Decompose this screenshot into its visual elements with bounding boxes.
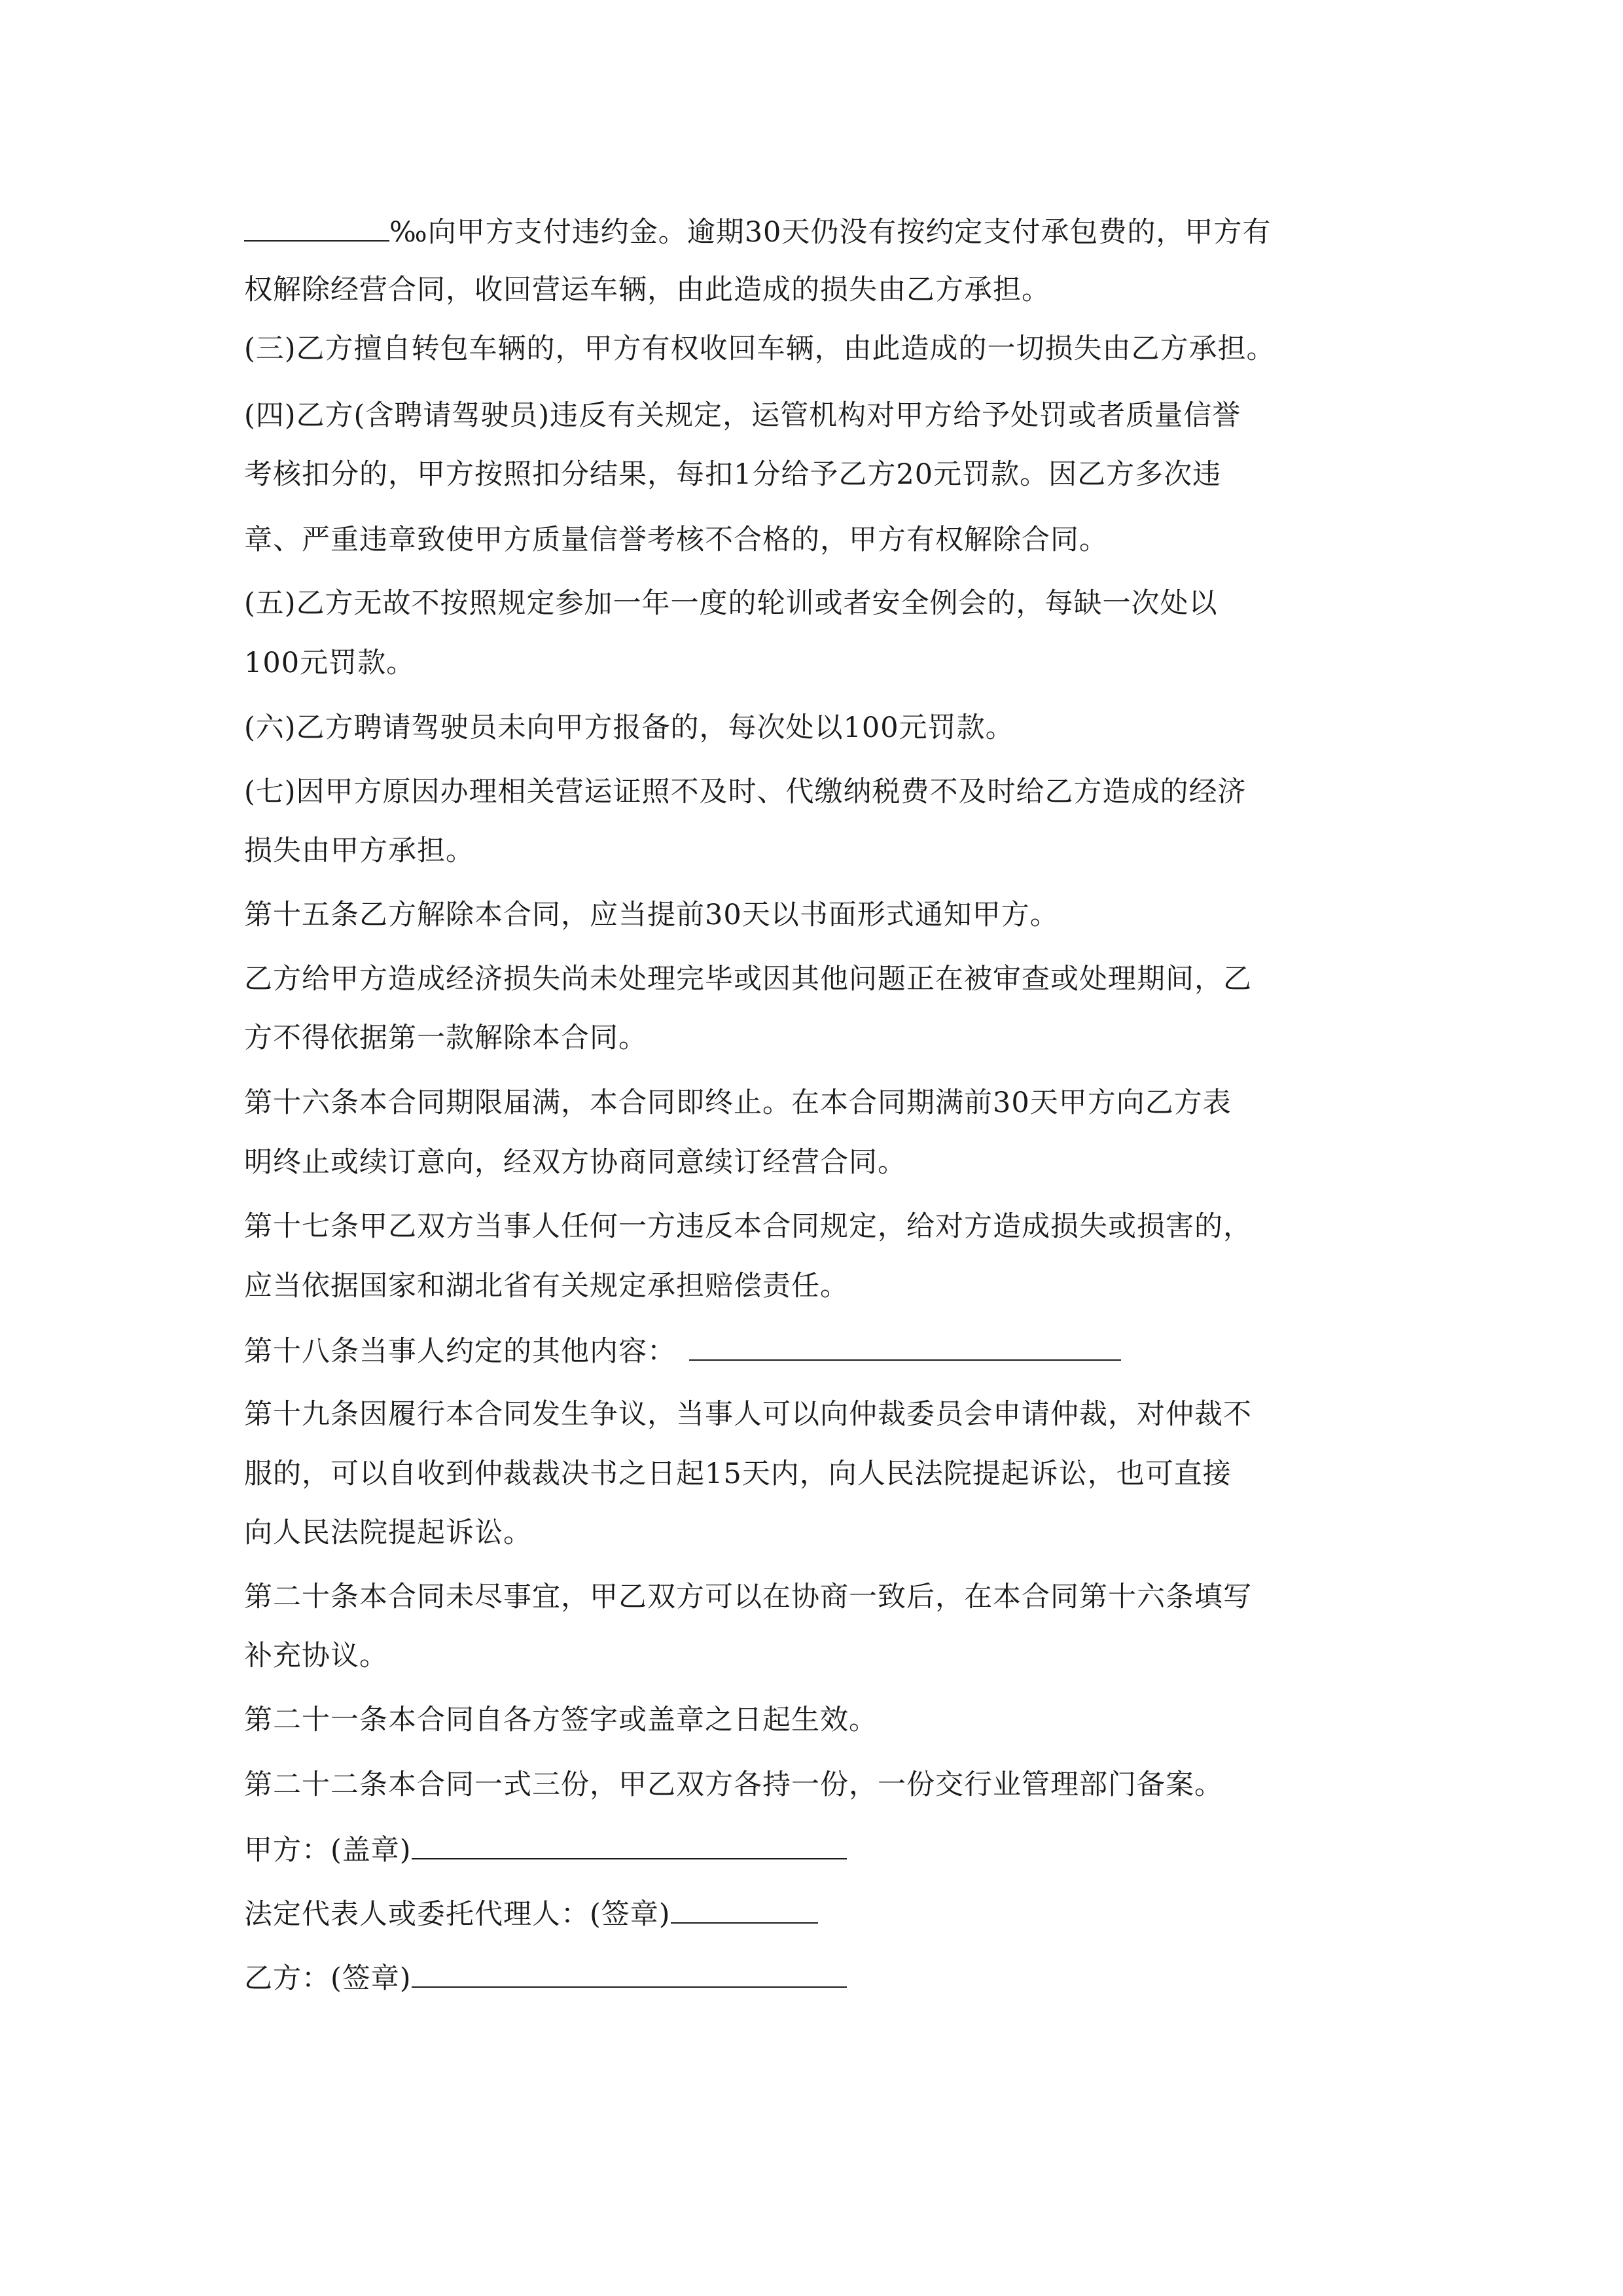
text-line (244, 1893, 818, 1933)
signature-blank (412, 1829, 847, 1859)
line-text: 向人民法院提起诉讼。 (244, 1516, 532, 1549)
line-text: 第二十一条本合同自各方签字或盖章之日起生效。 (244, 1704, 878, 1736)
text-line (244, 1143, 906, 1182)
text-line (244, 831, 474, 870)
text-line (244, 895, 1059, 935)
line-text: 第二十条本合同未尽事宜，甲乙双方可以在协商一致后，在本合同第十六条填写 (244, 1581, 1252, 1613)
text-line (244, 329, 1275, 368)
text-line (244, 772, 1247, 812)
text-line (244, 1958, 847, 1997)
text-line (244, 960, 1252, 999)
line-text: 应当依据国家和湖北省有关规定承担赔偿责任。 (244, 1270, 849, 1302)
line-text: 明终止或续订意向，经双方协商同意续订经营合同。 (244, 1146, 906, 1179)
signature-blank (412, 1958, 847, 1988)
line-text: 第十七条甲乙双方当事人任何一方违反本合同规定，给对方造成损失或损害的， (244, 1210, 1252, 1243)
line-text: 第二十二条本合同一式三份，甲乙双方各持一份，一份交行业管理部门备案。 (244, 1768, 1223, 1801)
text-line (244, 1207, 1252, 1246)
text-line (244, 708, 1014, 747)
line-text: 补充协议。 (244, 1640, 388, 1672)
signature-blank (671, 1893, 818, 1924)
text-line (244, 1395, 1252, 1434)
fill-in-blank (244, 211, 389, 242)
text-line (244, 1765, 1223, 1804)
text-line (244, 1454, 1232, 1494)
line-text: 100元罚款。 (244, 647, 416, 679)
line-text: (六)乙方聘请驾驶员未向甲方报备的，每次处以100元罚款。 (244, 711, 1014, 744)
text-line (244, 396, 1241, 435)
line-text: 第十九条因履行本合同发生争议，当事人可以向仲裁委员会申请仲裁，对仲裁不 (244, 1398, 1252, 1431)
text-line (244, 584, 1218, 623)
line-text: (五)乙方无故不按照规定参加一年一度的轮训或者安全例会的，每缺一次处以 (244, 587, 1218, 620)
text-line (244, 455, 1221, 494)
text-line (244, 270, 1050, 310)
line-text: 第十八条当事人约定的其他内容： (244, 1335, 676, 1368)
line-text: (四)乙方(含聘请驾驶员)违反有关规定，运管机构对甲方给予处罚或者质量信誉 (244, 399, 1241, 432)
text-line (244, 1331, 1121, 1370)
text-line (244, 520, 1108, 560)
text-line (244, 1700, 878, 1740)
line-text: 权解除经营合同，收回营运车辆，由此造成的损失由乙方承担。 (244, 274, 1050, 306)
line-text: (三)乙方擅自转包车辆的，甲方有权收回车辆，由此造成的一切损失由乙方承担。 (244, 332, 1275, 365)
line-text: 服的，可以自收到仲裁裁决书之日起15天内，向人民法院提起诉讼，也可直接 (244, 1458, 1232, 1490)
line-text: 考核扣分的，甲方按照扣分结果，每扣1分给予乙方20元罚款。因乙方多次违 (244, 458, 1222, 491)
text-line (244, 1513, 532, 1552)
line-text: 乙方给甲方造成经济损失尚未处理完毕或因其他问题正在被审查或处理期间，乙 (244, 963, 1252, 996)
line-text: 损失由甲方承担。 (244, 834, 474, 867)
text-line (244, 1829, 847, 1869)
line-text: ‰向甲方支付违约金。逾期30天仍没有按约定支付承包费的，甲方有 (389, 216, 1272, 249)
line-text: 法定代表人或委托代理人：(签章) (244, 1898, 671, 1931)
line-text: 方不得依据第一款解除本合同。 (244, 1022, 647, 1054)
line-text: 甲方：(盖章) (244, 1834, 412, 1867)
line-text: 第十五条乙方解除本合同，应当提前30天以书面形式通知甲方。 (244, 899, 1059, 931)
text-line (244, 643, 415, 683)
line-text: 第十六条本合同期限届满，本合同即终止。在本合同期满前30天甲方向乙方表 (244, 1086, 1232, 1119)
line-text: 乙方：(签章) (244, 1962, 412, 1995)
text-line (244, 1577, 1252, 1617)
fill-in-blank (689, 1331, 1121, 1361)
line-text: (七)因甲方原因办理相关营运证照不及时、代缴纳税费不及时给乙方造成的经济 (244, 776, 1247, 808)
text-line (244, 1083, 1232, 1122)
text-line (244, 1636, 388, 1676)
line-text: 章、严重违章致使甲方质量信誉考核不合格的，甲方有权解除合同。 (244, 524, 1108, 556)
text-line (244, 1018, 647, 1058)
text-line (244, 1266, 849, 1306)
text-line (244, 211, 1271, 251)
